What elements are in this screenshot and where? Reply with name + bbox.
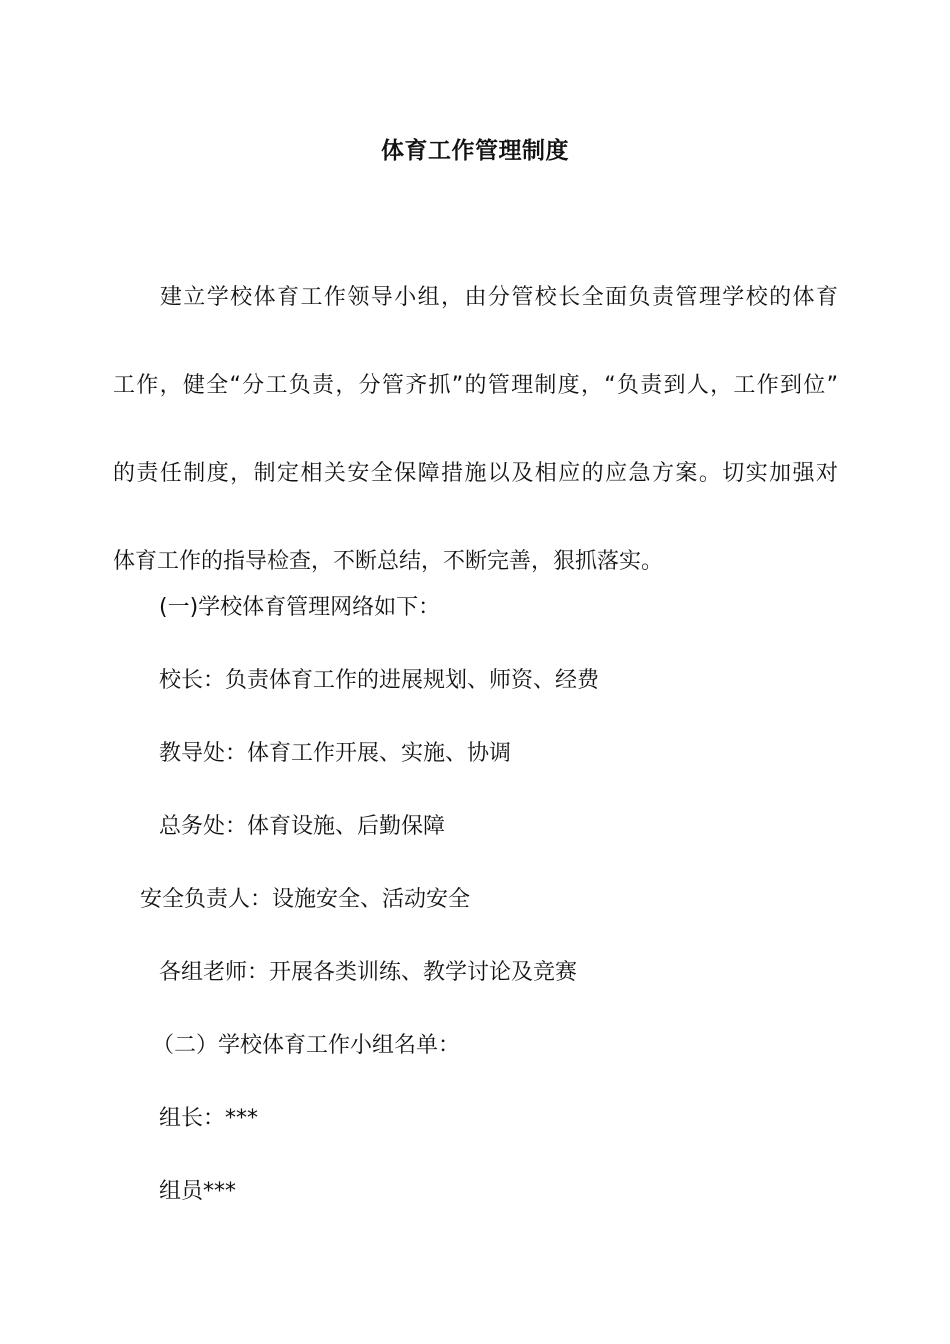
intro-line: 的责任制度，制定相关安全保障措施以及相应的应急方案。切实加强对 [113, 461, 838, 486]
intro-line: 工作，健全“分工负责，分管齐抓”的管理制度，“负责到人，工作到位” [113, 373, 838, 398]
list-item-general-affairs: 总务处：体育设施、后勤保障 [159, 814, 446, 839]
list-item-safety-officer: 安全负责人：设施安全、活动安全 [140, 887, 471, 912]
intro-line: 建立学校体育工作领导小组，由分管校长全面负责管理学校的体育 [113, 285, 838, 310]
list-item-principal: 校长：负责体育工作的进展规划、师资、经费 [159, 668, 600, 693]
list-item-group-teachers: 各组老师：开展各类训练、教学讨论及竞赛 [159, 960, 578, 985]
intro-paragraph [113, 254, 838, 606]
section-heading-network: (一)学校体育管理网络如下： [159, 595, 441, 620]
list-item-teaching-office: 教导处：体育工作开展、实施、协调 [159, 741, 512, 766]
document-title: 体育工作管理制度 [381, 138, 569, 164]
section-heading-group-list: （二）学校体育工作小组名单： [152, 1033, 461, 1058]
list-item-group-leader: 组长：*** [159, 1106, 259, 1131]
list-item-group-members: 组员*** [159, 1179, 237, 1204]
intro-line: 体育工作的指导检查，不断总结，不断完善，狠抓落实。 [113, 549, 664, 574]
